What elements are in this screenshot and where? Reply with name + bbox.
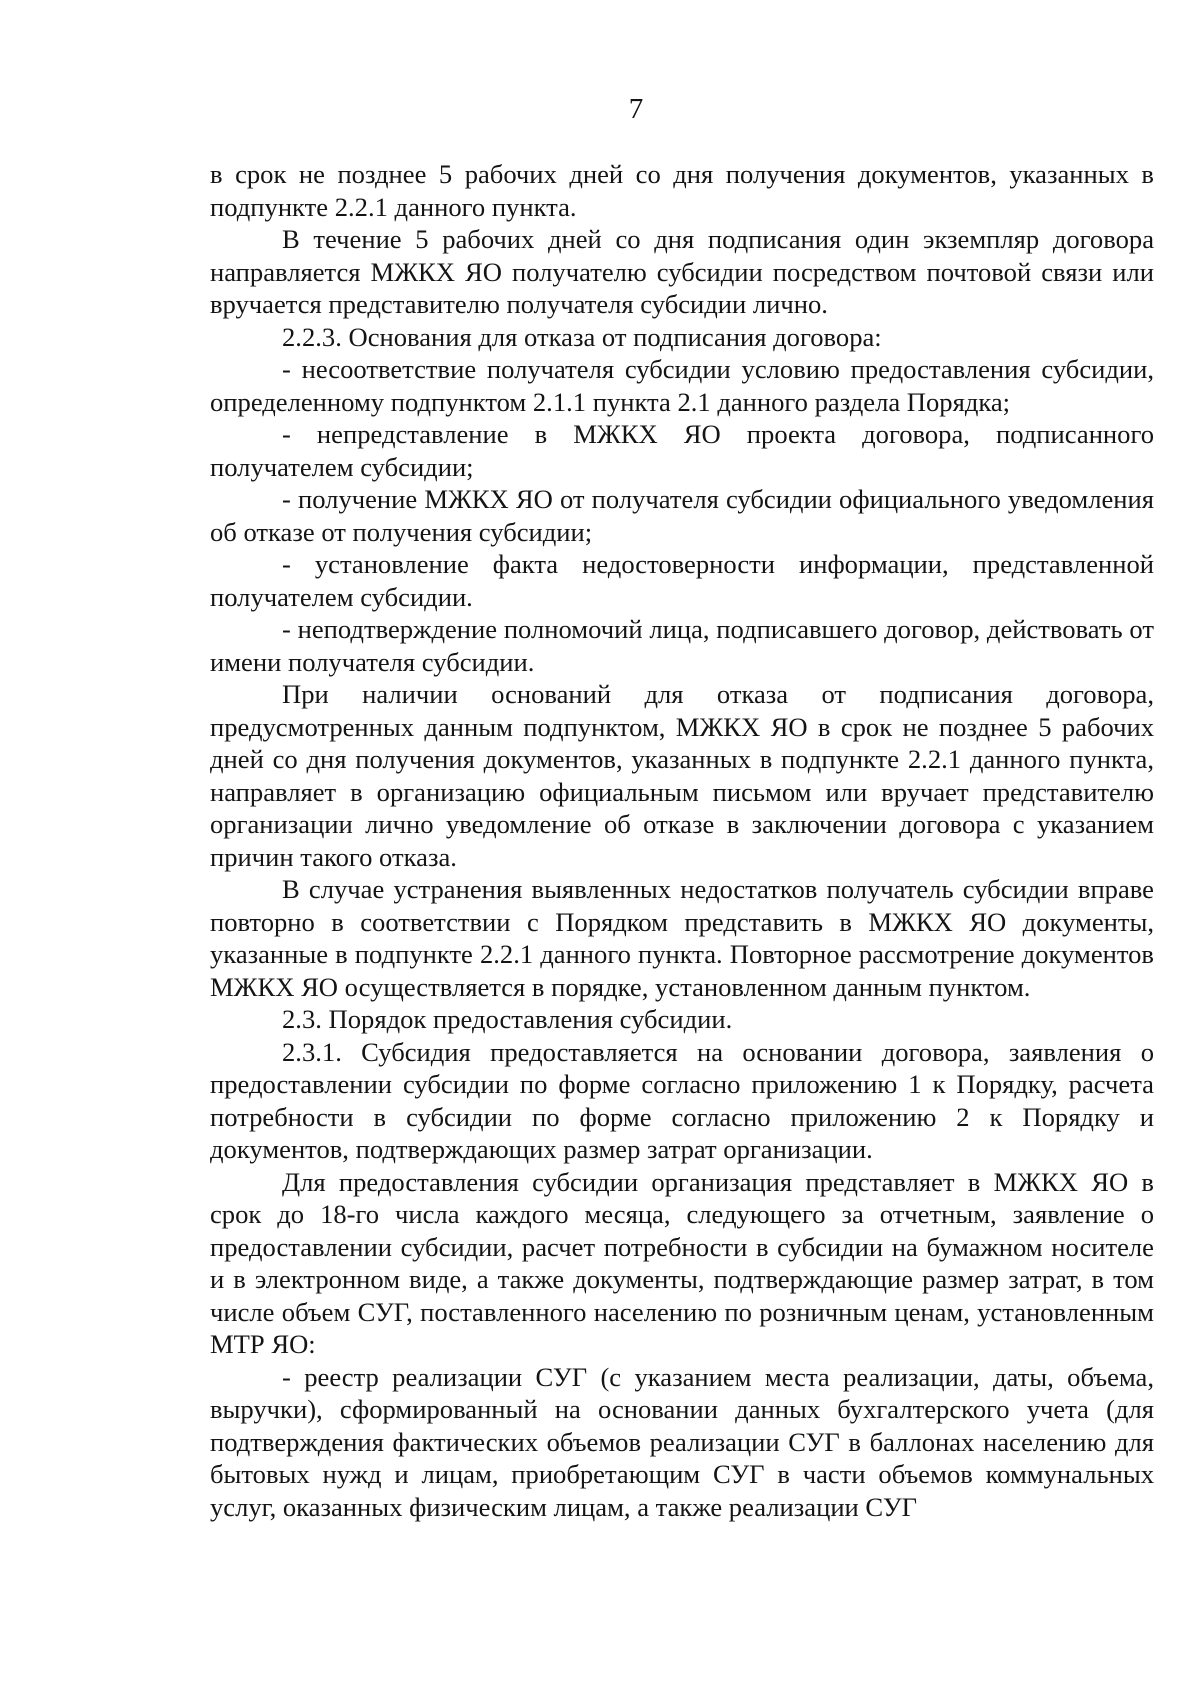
paragraph: При наличии оснований для отказа от подписания договора, предусмотренных данным подпунктом, МЖКХ ЯО в срок не позднее 5 рабочих дней со дня получения документов, указанных в подпункте 2.2.1 данного пункта, направляет в организацию официальным письмом или вручает представителю организации лично уведомление об отказе в заключении договора с указанием причин такого отказа. [210, 679, 1154, 872]
paragraph: В случае устранения выявленных недостатков получатель субсидии вправе повторно в соответствии с Порядком представить в МЖКХ ЯО документы, указанные в подпункте 2.2.1 данного пункта. Повторное рассмотрение документов МЖКХ ЯО осуществляется в порядке, установленном данным пунктом. [210, 874, 1154, 1002]
paragraph: в срок не позднее 5 рабочих дней со дня получения документов, указанных в подпункте 2.2.1 данного пункта. [210, 159, 1154, 222]
paragraph: - установление факта недостоверности информации, представленной получателем субсидии. [210, 549, 1154, 612]
paragraph: В течение 5 рабочих дней со дня подписания один экземпляр договора направляется МЖКХ ЯО получателю субсидии посредством почтовой связи или вручается представителю получателя субсидии лично. [210, 224, 1154, 319]
paragraph: 2.2.3. Основания для отказа от подписания договора: [282, 321, 882, 352]
paragraph: Для предоставления субсидии организация представляет в МЖКХ ЯО в срок до 18-го числа каждого месяца, следующего за отчетным, заявление о предоставлении субсидии, расчет потребности в субсидии на бумажном носителе и в электронном виде, а также документы, подтверждающие размер затрат, в том числе объем СУГ, поставленного населению по розничным ценам, установленным МТР ЯО: [210, 1166, 1154, 1359]
paragraph: - несоответствие получателя субсидии условию предоставления субсидии, определенному подпунктом 2.1.1 пункта 2.1 данного раздела Порядка; [210, 354, 1154, 417]
paragraph: - реестр реализации СУГ (с указанием места реализации, даты, объема, выручки), сформированный на основании данных бухгалтерского учета (для подтверждения фактических объемов реализации СУГ в баллонах населению для бытовых нужд и лицам, приобретающим СУГ в части объемов коммунальных услуг, оказанных физическим лицам, а также реализации СУГ [210, 1361, 1154, 1522]
paragraph: 2.3. Порядок предоставления субсидии. [282, 1004, 733, 1034]
page-number: 7 [628, 93, 644, 125]
paragraph: - непредставление в МЖКХ ЯО проекта договора, подписанного получателем субсидии; [210, 419, 1154, 482]
paragraph: - неподтверждение полномочий лица, подписавшего договор, действовать от имени получателя субсидии. [210, 614, 1154, 677]
paragraph: 2.3.1. Субсидия предоставляется на основании договора, заявления о предоставлении субсидии по форме согласно приложению 1 к Порядку, расчета потребности в субсидии по форме согласно приложению 2 к Порядку и документов, подтверждающих размер затрат организации. [210, 1036, 1154, 1164]
paragraph: - получение МЖКХ ЯО от получателя субсидии официального уведомления об отказе от получения субсидии; [210, 484, 1154, 547]
document-body [210, 158, 1154, 1523]
